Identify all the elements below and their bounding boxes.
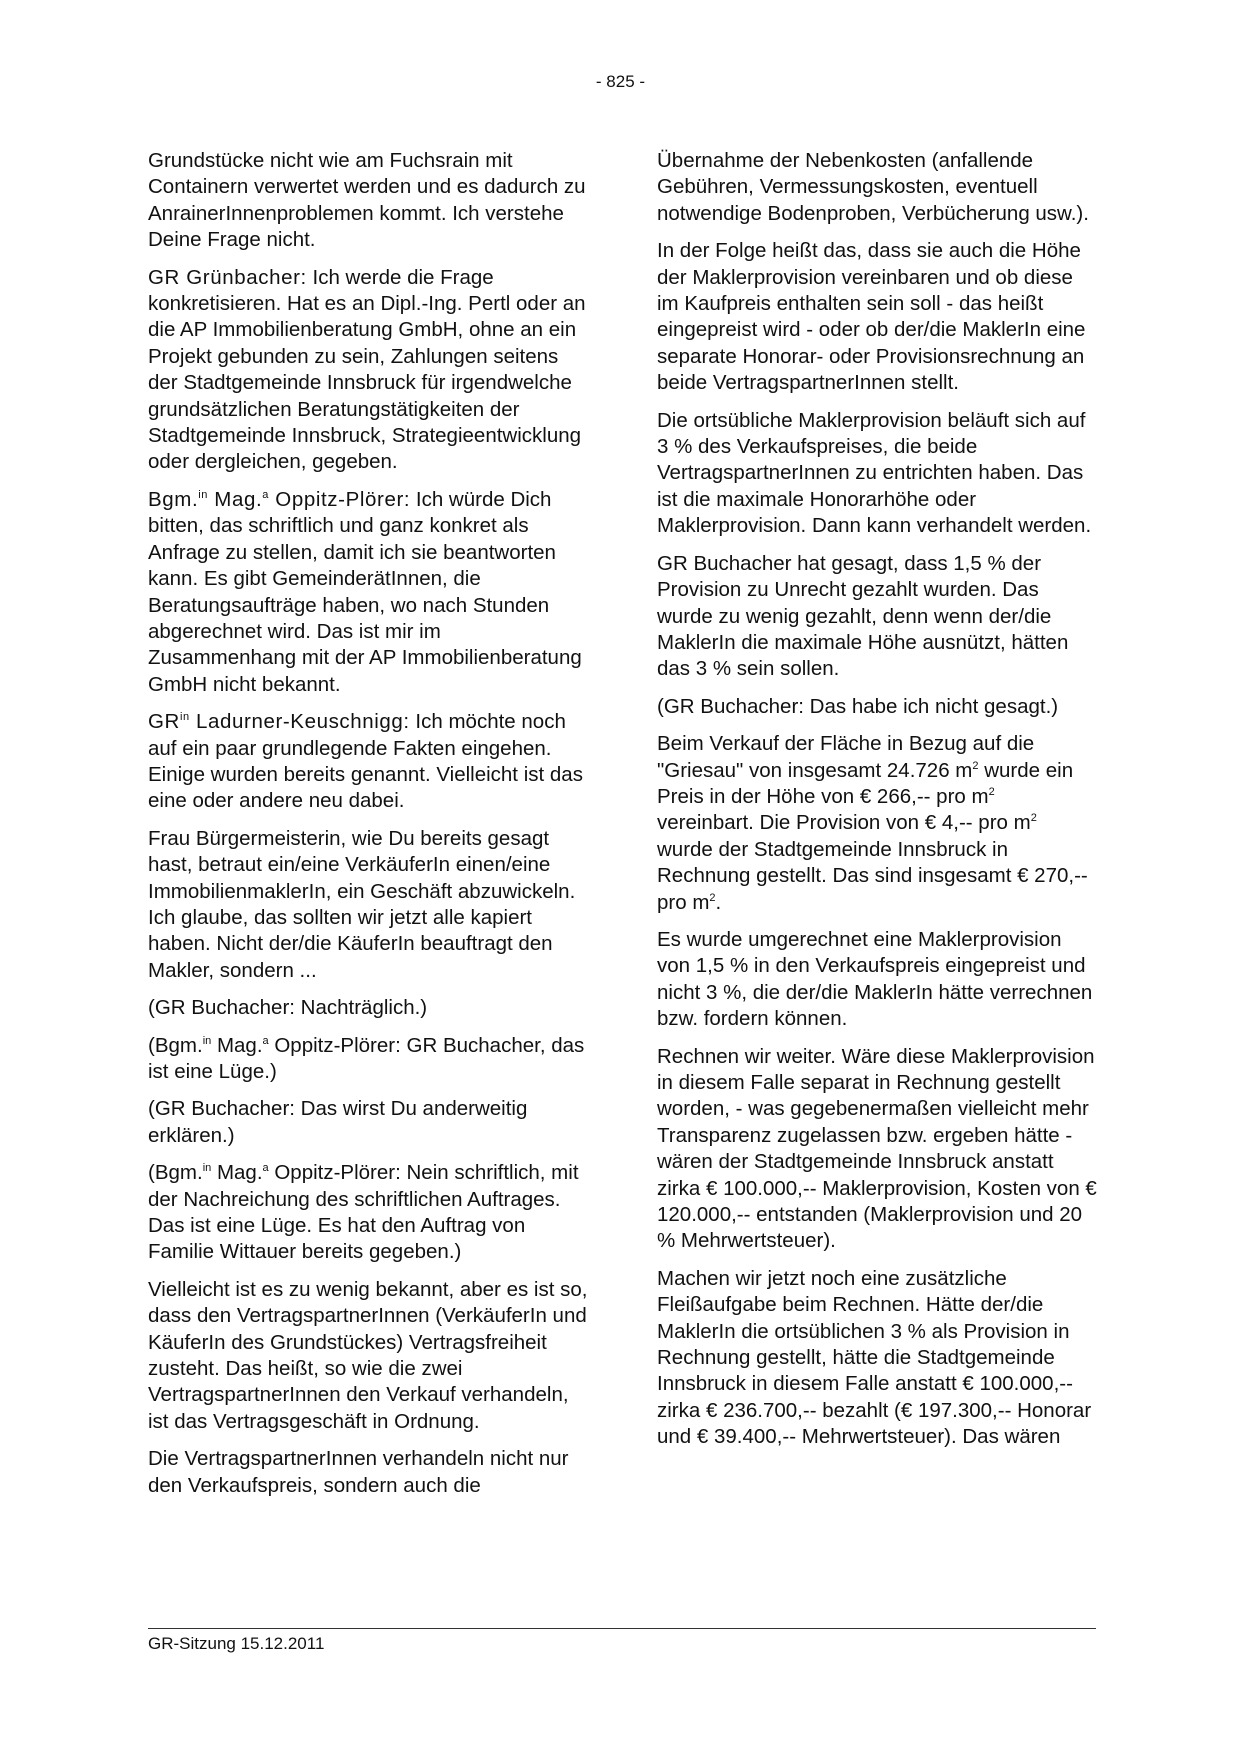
superscript: a: [262, 489, 270, 502]
interjection: (GR Buchacher: Das wirst Du anderweitig erklären.): [148, 1097, 528, 1147]
superscript: a: [262, 1034, 269, 1047]
superscript: 2: [988, 786, 995, 799]
left-column: [148, 148, 588, 1510]
paragraph: Übernahme der Nebenkosten (anfallende Gebühren, Vermessungskosten, eventuell notwendige Bodenproben, Verbücherung usw.).: [657, 149, 1089, 225]
superscript: a: [262, 1162, 269, 1175]
superscript: 2: [709, 891, 716, 904]
paragraph: Rechnen wir weiter. Wäre diese Maklerprovision in diesem Falle separat in Rechnung gestellt worden, - was gegebenermaßen vielleicht mehr Transparenz zugelassen bzw. ergeben hätte - wären der Stadtgemeinde Innsbruck anstatt zirka € 100.000,-- Maklerprovision, Kosten von € 120.000,-- entstanden (Maklerprovision und 20 % Mehrwertsteuer).: [657, 1044, 1097, 1253]
superscript: in: [202, 1162, 212, 1175]
interjection: (GR Buchacher: Nachträglich.): [148, 996, 428, 1020]
text-fragment: (Bgm.: [148, 1033, 203, 1057]
superscript: in: [198, 489, 209, 502]
paragraph: GR Buchacher hat gesagt, dass 1,5 % der Provision zu Unrecht gezahlt wurden. Das wurde zu wenig gezahlt, denn wenn der/die MaklerIn die maximale Höhe ausnützt, hätten das 3 % sein sollen.: [657, 551, 1069, 681]
superscript: 2: [972, 759, 979, 772]
speech-text: Ich würde Dich bitten, das schriftlich und ganz konkret als Anfrage zu stellen, damit ich sie beantworten kann. Es gibt GemeinderätInnen, die Beratungsaufträge haben, wo nach Stunden abgerechnet wird. Das ist mir im Zusammenhang mit der AP Immobilienberatung GmbH nicht bekannt.: [148, 487, 582, 696]
text-fragment: (Bgm.: [148, 1161, 203, 1185]
text-fragment: .: [715, 890, 722, 914]
paragraph: [148, 709, 588, 815]
speech-text: Ich möchte noch auf ein paar grundlegende Fakten eingehen. Einige wurden bereits genannt. Vielleicht ist das eine oder andere neu dabei.: [148, 710, 583, 813]
interjection: [148, 1033, 588, 1086]
text-fragment: Beim Verkauf der Fläche in Bezug auf die "Griesau" von insgesamt 24.726 m: [657, 732, 1035, 782]
paragraph: [148, 265, 588, 476]
text-fragment: Oppitz-Plörer: Nein schriftlich, mit der Nachreichung des schriftlichen Auftrages. Das ist eine Lüge. Es hat den Auftrag von Familie Wittauer bereits gegeben.): [148, 1161, 579, 1264]
text-fragment: vereinbart. Die Provision von € 4,-- pro m: [657, 811, 1031, 835]
text-fragment: Mag.: [211, 1161, 263, 1185]
text-fragment: wurde der Stadtgemeinde Innsbruck in Rechnung gestellt. Das sind insgesamt € 270,-- pro m: [657, 837, 1088, 914]
superscript: in: [202, 1034, 212, 1047]
page-number: - 825 -: [595, 72, 646, 91]
text-fragment: wurde ein Preis in der Höhe von € 266,-- pro m: [657, 758, 1074, 808]
paragraph: Die VertragspartnerInnen verhandeln nicht nur den Verkaufspreis, sondern auch die: [148, 1447, 569, 1497]
paragraph: Grundstücke nicht wie am Fuchsrain mit Containern verwertet werden und es dadurch zu AnrainerInnenproblemen kommt. Ich verstehe Deine Frage nicht.: [148, 149, 586, 252]
paragraph: Die ortsübliche Maklerprovision beläuft sich auf 3 % des Verkaufspreises, die beide VertragspartnerInnen zu entrichten haben. Das ist die maximale Honorarhöhe oder Maklerprovision. Dann kann verhandelt werden.: [657, 408, 1092, 538]
paragraph: Vielleicht ist es zu wenig bekannt, aber es ist so, dass den VertragspartnerInnen (VerkäuferIn und KäuferIn des Grundstückes) Vertragsfreiheit zusteht. Das heißt, so wie die zwei VertragspartnerInnen den Verkauf verhandeln, ist das Vertragsgeschäft in Ordnung.: [148, 1277, 588, 1433]
speech-text: Ich werde die Frage konkretisieren. Hat es an Dipl.-Ing. Pertl oder an die AP Immobilienberatung GmbH, ohne an ein Projekt gebunden zu sein, Zahlungen seitens der Stadtgemeinde Innsbruck für irgendwelche grundsätzlichen Beratungstätigkeiten der Stadtgemeinde Innsbruck, Strategieentwicklung oder dergleichen, gegeben.: [148, 265, 586, 474]
speaker-surname: Ladurner-Keuschnigg:: [189, 710, 410, 734]
footer-text: GR-Sitzung 15.12.2011: [148, 1634, 325, 1653]
speaker-title: Bgm.: [148, 487, 199, 511]
text-fragment: Mag.: [211, 1033, 263, 1057]
speaker-title: Mag.: [208, 487, 263, 511]
footer-divider: [148, 1628, 1096, 1629]
speaker-name: GR Grünbacher:: [148, 265, 307, 289]
paragraph: [148, 487, 588, 698]
paragraph: Es wurde umgerechnet eine Maklerprovision von 1,5 % in den Verkaufspreis eingepreist und nicht 3 %, die der/die MaklerIn hätte verrechnen bzw. fordern können.: [657, 927, 1093, 1031]
speaker-name: [148, 710, 410, 733]
speaker-name: [148, 488, 410, 511]
paragraph: In der Folge heißt das, dass sie auch die Höhe der Maklerprovision vereinbaren und ob diese im Kaufpreis enthalten sein soll - das heißt eingepreist wird - oder ob der/die MaklerIn eine separate Honorar- oder Provisionsrechnung an beide VertragspartnerInnen stellt.: [657, 239, 1086, 395]
superscript: 2: [1030, 812, 1037, 825]
text-fragment: Oppitz-Plörer: GR Buchacher, das ist eine Lüge.): [148, 1033, 585, 1083]
paragraph: Frau Bürgermeisterin, wie Du bereits gesagt hast, betraut ein/eine VerkäuferIn einen/eine ImmobilienmaklerIn, ein Geschäft abzuwickeln. Ich glaube, das sollten wir jetzt alle kapiert haben. Nicht der/die KäuferIn beauftragt den Makler, sondern ...: [148, 826, 576, 982]
interjection: [148, 1160, 588, 1266]
paragraph: [657, 731, 1097, 916]
superscript: in: [179, 711, 190, 724]
speaker-surname: Oppitz-Plörer:: [269, 487, 411, 511]
paragraph: Machen wir jetzt noch eine zusätzliche Fleißaufgabe beim Rechnen. Hätte der/die MaklerIn die ortsüblichen 3 % als Provision in Rechnung gestellt, hätte die Stadtgemeinde Innsbruck in diesem Falle anstatt € 100.000,-- zirka € 236.700,-- bezahlt (€ 197.300,-- Honorar und € 39.400,-- Mehrwertsteuer). Das wären: [657, 1266, 1092, 1449]
right-column: [657, 148, 1097, 1462]
speaker-title: GR: [148, 710, 180, 734]
interjection: (GR Buchacher: Das habe ich nicht gesagt.): [657, 694, 1059, 718]
